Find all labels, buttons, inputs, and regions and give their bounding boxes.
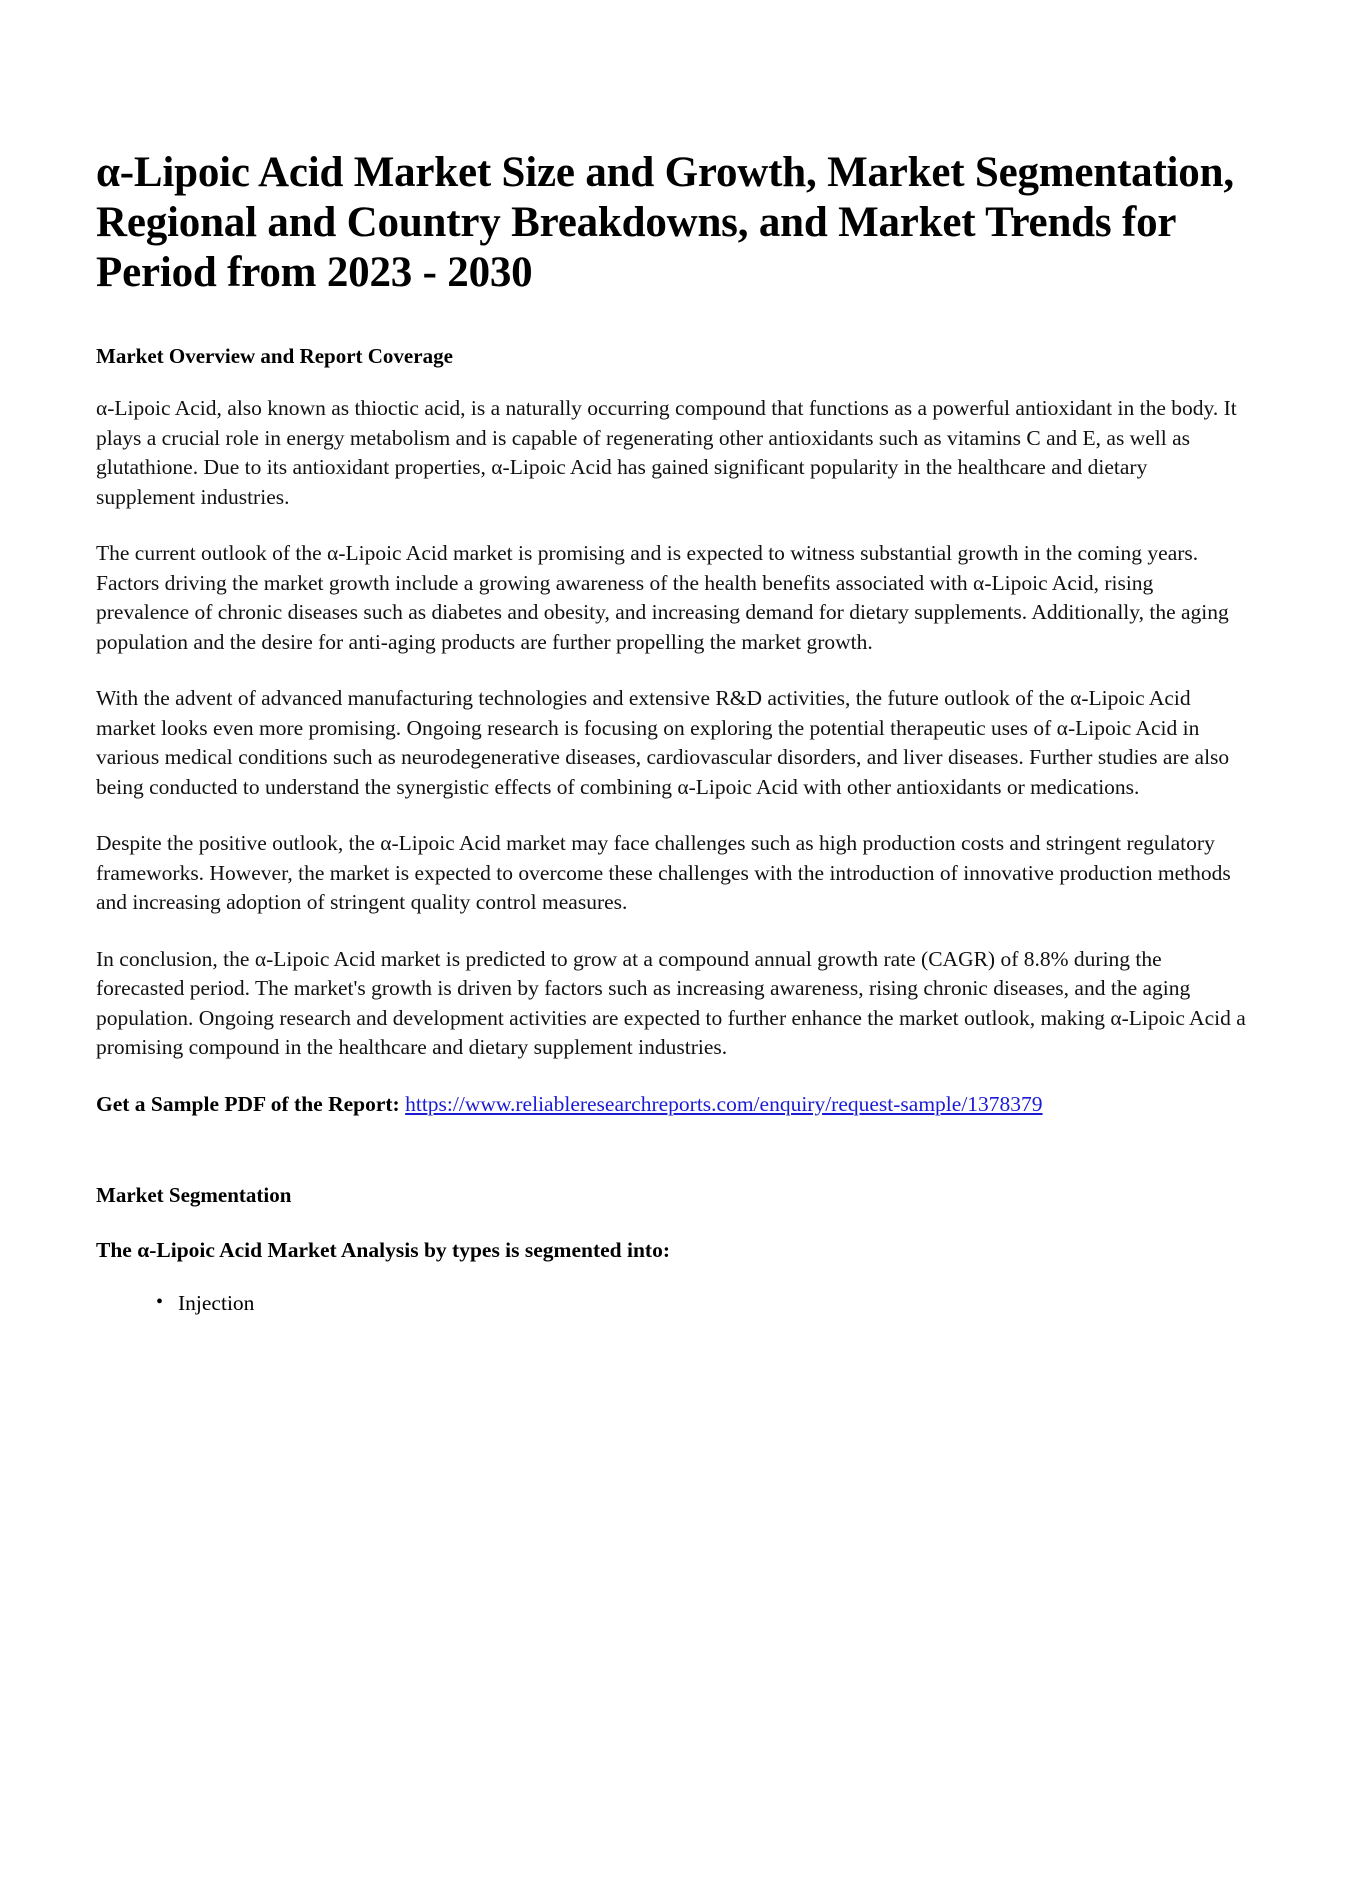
list-item: • Injection	[156, 1288, 1248, 1318]
sample-pdf-label: Get a Sample PDF of the Report:	[96, 1091, 400, 1116]
segmentation-by-types-subheading: The α-Lipoic Acid Market Analysis by types is segmented into:	[96, 1238, 671, 1262]
paragraph-challenges: Despite the positive outlook, the α-Lipoic Acid market may face challenges such as high production costs and stringent regulatory frameworks. However, the market is expected to overcome these challenges with the introduction of innovative production methods and increasing adoption of stringent quality control measures.	[96, 831, 1231, 914]
paragraph-conclusion: In conclusion, the α-Lipoic Acid market is predicted to grow at a compound annual growth rate (CAGR) of 8.8% during the forecasted period. The market's growth is driven by factors such as increasing awareness, rising chronic diseases, and the aging population. Ongoing research and development activities are expected to further enhance the market outlook, making α-Lipoic Acid a promising compound in the healthcare and dietary supplement industries.	[96, 946, 1246, 1059]
page-title: α-Lipoic Acid Market Size and Growth, Market Segmentation, Regional and Country Breakdowns, and Market Trends for Period from 2023 - 2030	[96, 149, 1234, 296]
section-spacer	[96, 1119, 1248, 1181]
market-overview-heading: Market Overview and Report Coverage	[96, 344, 453, 368]
paragraph-future-outlook: With the advent of advanced manufacturing technologies and extensive R&D activities, the future outlook of the α-Lipoic Acid market looks even more promising. Ongoing research is focusing on exploring the potential therapeutic uses of α-Lipoic Acid in various medical conditions such as neurodegenerative diseases, cardiovascular disorders, and liver diseases. Further studies are also being conducted to understand the synergistic effects of combining α-Lipoic Acid with other antioxidants or medications.	[96, 686, 1230, 799]
segmentation-type-list	[96, 1288, 1248, 1318]
paragraph-current-outlook: The current outlook of the α-Lipoic Acid market is promising and is expected to witness substantial growth in the coming years. Factors driving the market growth include a growing awareness of the health benefits associated with α-Lipoic Acid, rising prevalence of chronic diseases such as diabetes and obesity, and increasing demand for dietary supplements. Additionally, the aging population and the desire for anti-aging products are further propelling the market growth.	[96, 541, 1229, 654]
sample-pdf-block	[96, 1090, 1248, 1120]
paragraph-overview: α-Lipoic Acid, also known as thioctic acid, is a naturally occurring compound that functions as a powerful antioxidant in the body. It plays a crucial role in energy metabolism and is capable of regenerating other antioxidants such as vitamins C and E, as well as glutathione. Due to its antioxidant properties, α-Lipoic Acid has gained significant popularity in the healthcare and dietary supplement industries.	[96, 396, 1237, 509]
market-segmentation-heading: Market Segmentation	[96, 1183, 292, 1207]
request-sample-link[interactable]: https://www.reliableresearchreports.com/enquiry/request-sample/1378379	[405, 1091, 1043, 1116]
